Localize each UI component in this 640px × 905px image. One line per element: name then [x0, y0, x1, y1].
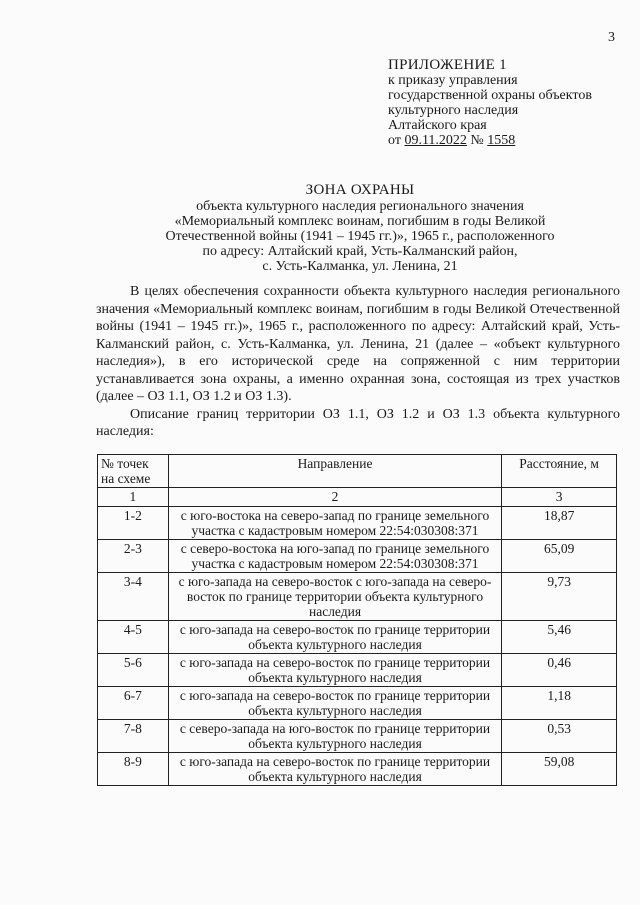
order-date: 09.11.2022	[404, 133, 467, 148]
points-cell: 4-5	[98, 621, 169, 654]
index-cell: 3	[502, 488, 617, 507]
title-line: «Мемориальный комплекс воинам, погибшим в годы Великой	[174, 214, 546, 229]
table-row	[98, 687, 617, 720]
table-header-row	[98, 455, 617, 488]
direction-cell: с юго-запада на северо-восток по границе территории объекта культурного наследия	[168, 687, 501, 720]
distance-cell: 1,18	[502, 687, 617, 720]
document-title-block	[100, 183, 620, 274]
body-text	[96, 283, 620, 441]
table-row	[98, 507, 617, 540]
table-row	[98, 654, 617, 687]
appendix-line: к приказу управления	[388, 73, 518, 88]
header-points: № точек на схеме	[98, 455, 169, 488]
direction-cell: с юго-запада на северо-восток по границе территории объекта культурного наследия	[168, 654, 501, 687]
page-number: 3	[608, 30, 615, 45]
table-index-row	[98, 488, 617, 507]
title-line: Отечественной войны (1941 – 1945 гг.)», 1965 г., расположенного	[165, 229, 555, 244]
boundaries-table	[97, 454, 617, 786]
points-cell: 8-9	[98, 753, 169, 786]
appendix-line: культурного наследия	[388, 103, 519, 118]
date-prefix: от	[388, 133, 401, 148]
direction-cell: с северо-востока на юго-запад по границе земельного участка с кадастровым номером 22:54:030308:371	[168, 540, 501, 573]
title-line: с. Усть-Калманка, ул. Ленина, 21	[262, 259, 458, 274]
order-number: 1558	[487, 133, 516, 148]
index-cell: 2	[168, 488, 501, 507]
distance-cell: 5,46	[502, 621, 617, 654]
distance-cell: 59,08	[502, 753, 617, 786]
table-row	[98, 540, 617, 573]
points-cell: 7-8	[98, 720, 169, 753]
appendix-line: Алтайского края	[388, 118, 487, 133]
number-prefix: №	[470, 133, 484, 148]
direction-cell: с северо-запада на юго-восток по границе территории объекта культурного наследия	[168, 720, 501, 753]
table-row	[98, 720, 617, 753]
appendix-block	[388, 58, 592, 148]
body-paragraph: Описание границ территории ОЗ 1.1, ОЗ 1.2 и ОЗ 1.3 объекта культурного наследия:	[96, 406, 620, 439]
distance-cell: 0,46	[502, 654, 617, 687]
points-cell: 1-2	[98, 507, 169, 540]
index-cell: 1	[98, 488, 169, 507]
direction-cell: с юго-востока на северо-запад по границе земельного участка с кадастровым номером 22:54:030308:371	[168, 507, 501, 540]
table-row	[98, 753, 617, 786]
table-row	[98, 573, 617, 621]
title-line: объекта культурного наследия регионального значения	[196, 199, 524, 214]
distance-cell: 65,09	[502, 540, 617, 573]
document-title: ЗОНА ОХРАНЫ	[305, 182, 415, 198]
order-date-line	[388, 133, 592, 148]
distance-cell: 0,53	[502, 720, 617, 753]
direction-cell: с юго-запада на северо-восток с юго-запада на северо-восток по границе территории объекта культурного наследия	[168, 573, 501, 621]
header-direction: Направление	[168, 455, 501, 488]
table-row	[98, 621, 617, 654]
title-line: по адресу: Алтайский край, Усть-Калманский район,	[202, 244, 518, 259]
appendix-heading: ПРИЛОЖЕНИЕ 1	[388, 57, 507, 73]
appendix-line: государственной охраны объектов	[388, 88, 592, 103]
distance-cell: 9,73	[502, 573, 617, 621]
body-paragraph: В целях обеспечения сохранности объекта культурного наследия регионального значения «Мемориальный комплекс воинам, погибшим в годы Великой Отечественной войны (1941 – 1945 гг.)», 1965 г., расположенного по адресу: Алтайский край, Усть-Калманский район, с. Усть-Калманка, ул. Ленина, 21 (далее – «объект культурного наследия»), в его исторической среде на сопряженной с ним территории устанавливается зона охраны, а именно охранная зона, состоящая из трех участков (далее – ОЗ 1.1, ОЗ 1.2 и ОЗ 1.3).	[96, 284, 620, 404]
header-distance: Расстояние, м	[502, 455, 617, 488]
points-cell: 3-4	[98, 573, 169, 621]
points-cell: 2-3	[98, 540, 169, 573]
direction-cell: с юго-запада на северо-восток по границе территории объекта культурного наследия	[168, 621, 501, 654]
distance-cell: 18,87	[502, 507, 617, 540]
points-cell: 5-6	[98, 654, 169, 687]
points-cell: 6-7	[98, 687, 169, 720]
direction-cell: с юго-запада на северо-восток по границе территории объекта культурного наследия	[168, 753, 501, 786]
